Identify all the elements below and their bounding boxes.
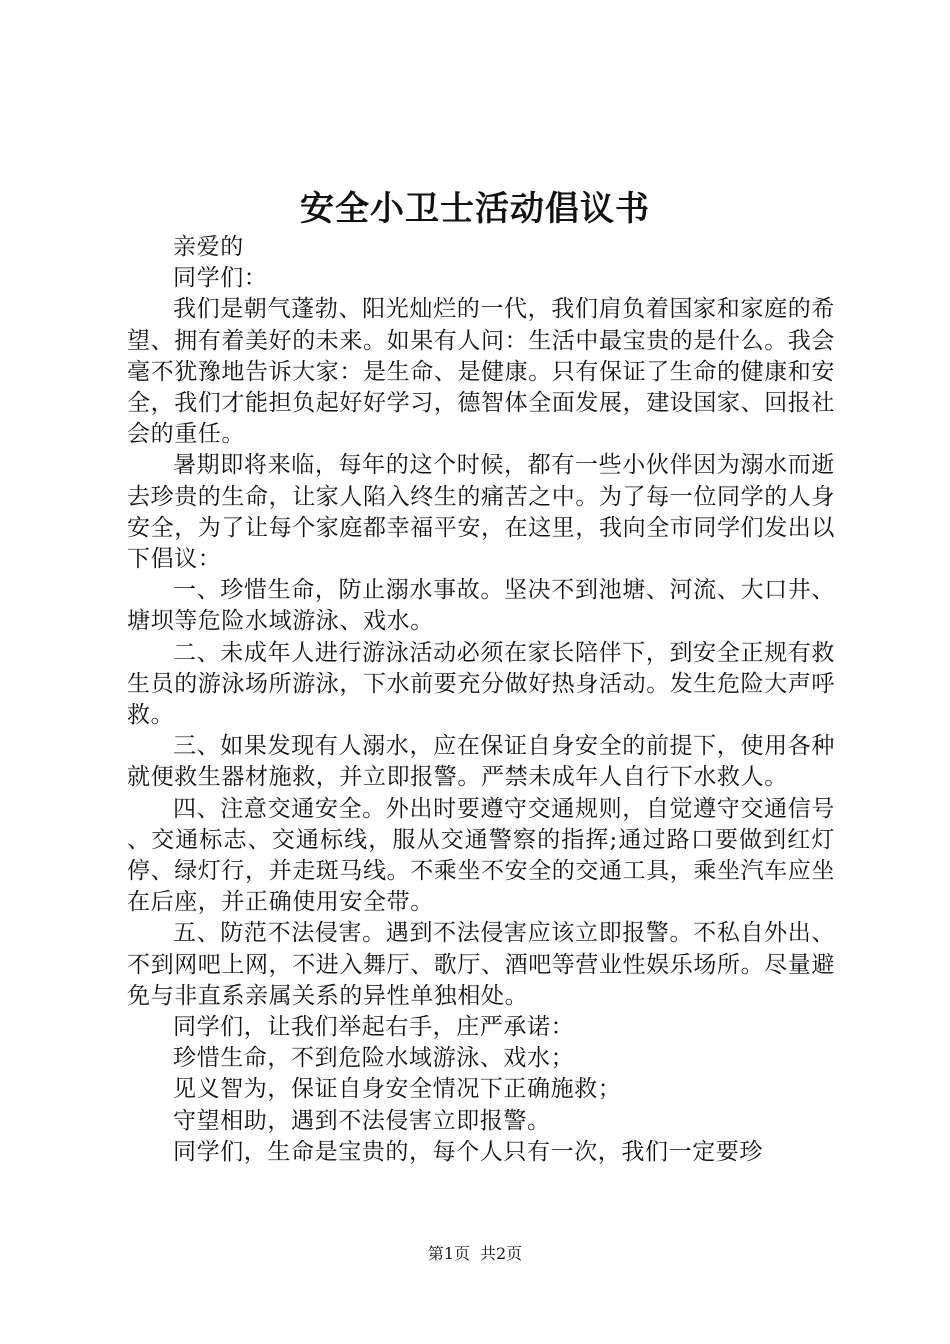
proposal-item-3: 三、如果发现有人溺水，应在保证自身安全的前提下，使用各种就便救生器材施救，并立即报警。严禁未成年人自行下水救人。 — [127, 733, 835, 791]
page-total: 共2页 — [480, 1244, 523, 1263]
proposal-item-5: 五、防范不法侵害。遇到不法侵害应该立即报警。不私自外出、不到网吧上网，不进入舞厅、歌厅、酒吧等营业性娱乐场所。尽量避免与非直系亲属关系的异性单独相处。 — [127, 920, 835, 1009]
proposal-item-4: 四、注意交通安全。外出时要遵守交通规则，自觉遵守交通信号、交通标志、交通标线，服从交通警察的指挥;通过路口要做到红灯停、绿灯行，并走斑马线。不乘坐不安全的交通工具，乘坐汽车应坐在后座，并正确使用安全带。 — [127, 795, 835, 916]
salutation-line-1: 亲爱的 — [173, 234, 244, 260]
pledge-line-1: 珍惜生命，不到危险水域游泳、戏水； — [173, 1045, 575, 1072]
proposal-item-1: 一、珍惜生命，防止溺水事故。坚决不到池塘、河流、大口井、塘坝等危险水域游泳、戏水。 — [127, 577, 835, 635]
paragraph-intro: 我们是朝气蓬勃、阳光灿烂的一代，我们肩负着国家和家庭的希望、拥有着美好的未来。如果有人问：生活中最宝贵的是什么。我会毫不犹豫地告诉大家：是生命、是健康。只有保证了生命的健康和安全，我们才能担负起好好学习，德智体全面发展，建设国家、回报社会的重任。 — [127, 296, 835, 448]
paragraph-summer: 暑期即将来临，每年的这个时候，都有一些小伙伴因为溺水而逝去珍贵的生命，让家人陷入终生的痛苦之中。为了每一位同学的人身安全，为了让每个家庭都幸福平安，在这里，我向全市同学们发出以下倡议： — [127, 452, 835, 573]
document-body — [127, 232, 835, 1168]
page-footer — [0, 1242, 950, 1266]
salutation-line-2: 同学们： — [173, 265, 268, 292]
proposal-item-2: 二、未成年人进行游泳活动必须在家长陪伴下，到安全正规有救生员的游泳场所游泳，下水前要充分做好热身活动。发生危险大声呼救。 — [127, 639, 835, 729]
paragraph-closing: 同学们，生命是宝贵的，每个人只有一次，我们一定要珍 — [173, 1138, 763, 1165]
page-number: 第1页 — [427, 1244, 470, 1263]
document-title: 安全小卫士活动倡议书 — [300, 189, 650, 229]
pledge-intro: 同学们，让我们举起右手，庄严承诺： — [173, 1014, 575, 1041]
pledge-line-2: 见义智为，保证自身安全情况下正确施救； — [173, 1076, 622, 1103]
pledge-line-3: 守望相助，遇到不法侵害立即报警。 — [173, 1107, 551, 1134]
